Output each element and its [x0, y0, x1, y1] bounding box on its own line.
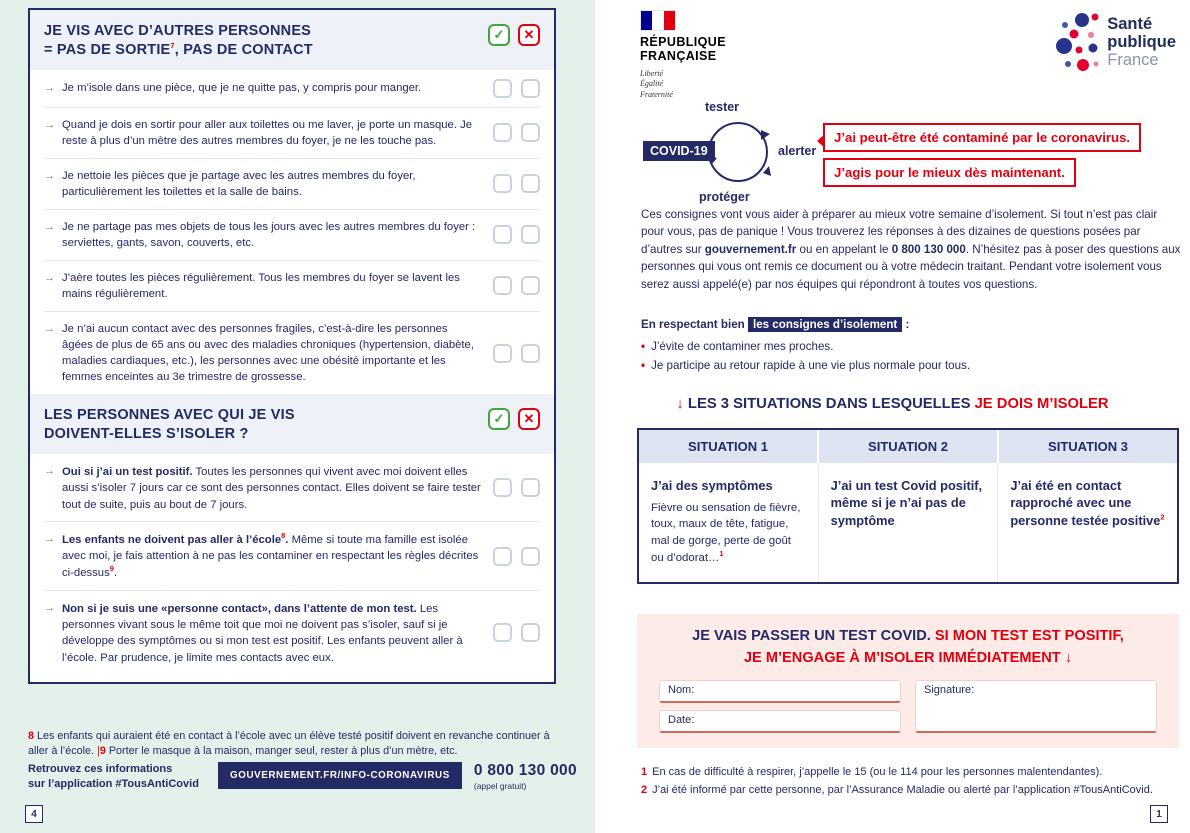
situations-table	[637, 428, 1179, 584]
checkbox-oui[interactable]	[493, 547, 512, 566]
yes-no-legend	[488, 22, 540, 46]
rf-motto: Liberté Égalité Fraternité	[640, 68, 673, 100]
footnotes	[28, 729, 562, 760]
section2-title-line2: DOIVENT-ELLES S’ISOLER ?	[44, 425, 249, 442]
item-text: Je n’ai aucun contact avec des personnes fragiles, c’est-à-dire les personnes âgées de plus de 65 ans ou avec des maladies chroniques (hypertension, diabète, maladies cardiaques, etc.), les personnes avec une obésité importante et les femmes enceintes au 3e trimestre de grossesse.	[62, 322, 474, 384]
commitment-box	[637, 614, 1179, 748]
section2-heading	[30, 394, 554, 454]
list-item	[44, 209, 540, 260]
phone-number: 0 800 130 000	[473, 762, 577, 779]
section2-title	[44, 406, 295, 444]
situation-2-header: SITUATION 2	[817, 430, 997, 463]
item-text: Les enfants ne doivent pas aller à l’école$^8$. Même si toute ma famille est isolée avec moi, je fais attention à ne pas les contaminer en respectant les règles décrites ci-dessus$^9$.	[62, 531, 479, 579]
situations-title: ↓ LES 3 SITUATIONS DANS LESQUELLES JE DOIS M’ISOLER	[676, 396, 1109, 412]
gouvernement-link-button[interactable]: GOUVERNEMENT.FR/INFO-CORONAVIRUS	[218, 762, 462, 789]
bullet-item: • J’évite de contaminer mes proches.	[641, 338, 1181, 357]
x-icon	[518, 408, 540, 430]
footnote-1: 1 En cas de difficulté à respirer, j’appelle le 15 (ou le 114 pour les personnes malentendantes).	[641, 766, 1103, 778]
checkbox-non[interactable]	[521, 344, 540, 363]
situation-1-cell	[639, 465, 818, 582]
alert-statements	[823, 123, 1141, 187]
section1-title-line1: JE VIS AVEC D’AUTRES PERSONNES	[44, 23, 312, 39]
item-text: Quand je dois en sortir pour aller aux toilettes ou me laver, je porte un masque. Je reste à plus d’un mètre des autres membres du foyer, je ne les touche pas.	[62, 118, 473, 147]
date-field[interactable]	[659, 710, 901, 733]
page-number: 1	[1150, 805, 1168, 823]
footnote-9-number: 9	[99, 745, 106, 758]
cycle-label-tester: tester	[705, 100, 740, 114]
section1-title-line2: = PAS DE SORTIE	[44, 41, 171, 58]
item-text: J’aère toutes les pièces régulièrement. Tous les membres du foyer se lavent les mains régulièrement.	[62, 271, 460, 300]
situations-table-body	[639, 463, 1177, 582]
spf-dots-icon	[1055, 12, 1099, 74]
list-item	[44, 70, 540, 107]
situation-3-cell	[997, 465, 1177, 582]
cycle-label-proteger: protéger	[699, 190, 750, 204]
checkbox-non[interactable]	[521, 225, 540, 244]
arrow-icon	[44, 219, 55, 236]
consignes-block	[641, 318, 1181, 375]
section1-heading	[30, 10, 554, 70]
checkbox-non[interactable]	[521, 123, 540, 142]
covid-cycle-diagram	[643, 100, 828, 208]
item-text: Non si je suis une «personne contact», dans l’attente de mon test. Les personnes vivant sous le même toit que moi ne doivent pas s’isoler, sauf si je développe des symptômes ou si mon test est positif. Les enfants peuvent aller à l’école. Par prudence, je limite mes contacts avec eux.	[62, 602, 463, 664]
situation-1-header: SITUATION 1	[688, 439, 768, 454]
situation-1-title: J’ai des symptômes	[651, 478, 773, 493]
situation-2-cell	[818, 465, 998, 582]
footnote-9-text: Porter le masque à la maison, manger seul, rester à plus d’un mètre, etc.	[105, 745, 458, 758]
section2-items	[30, 454, 554, 675]
arrow-icon	[44, 168, 55, 185]
signature-field[interactable]	[915, 680, 1157, 733]
sante-publique-france-logo	[1055, 12, 1176, 74]
checkbox-non[interactable]	[521, 623, 540, 642]
checkbox-non[interactable]	[521, 276, 540, 295]
footnote-8-text: Les enfants qui auraient été en contact à l’école avec un élève testé positif doivent en revanche continuer à aller à l’école.	[28, 729, 550, 758]
arrow-icon	[44, 80, 55, 97]
date-label: Date:	[668, 713, 695, 726]
checkbox-non[interactable]	[521, 79, 540, 98]
list-item	[44, 311, 540, 394]
footnote-ref-7: 7	[170, 41, 175, 51]
checkbox-non[interactable]	[521, 478, 540, 497]
arrow-icon	[44, 270, 55, 287]
spf-logo-text: Santé publique France	[1107, 15, 1176, 69]
situation-3-header: SITUATION 3	[997, 430, 1177, 463]
item-text: Je ne partage pas mes objets de tous les jours avec les autres membres du foyer : serviettes, gants, savon, couverts, etc.	[62, 220, 476, 249]
footnotes	[641, 763, 1181, 799]
checkbox-oui[interactable]	[493, 276, 512, 295]
cycle-label-alerter: alerter	[778, 144, 817, 158]
page-footer	[28, 762, 578, 792]
checkbox-non[interactable]	[521, 547, 540, 566]
arrow-icon	[44, 600, 55, 617]
footnote-2: 2 J’ai été informé par cette personne, par l’Assurance Maladie ou alerté par l’application #TousAntiCovid.	[641, 784, 1153, 797]
phone-block	[474, 762, 577, 791]
isolation-rules-card	[28, 8, 556, 684]
list-item	[44, 158, 540, 209]
alert-line-1: J’ai peut-être été contaminé par le coronavirus.	[823, 123, 1141, 152]
consignes-highlight: les consignes d’isolement	[748, 317, 902, 332]
check-icon	[488, 24, 510, 46]
situation-1-text: Fièvre ou sensation de fièvre, toux, maux de tête, fatigue, mal de gorge, perte de goût ou d’odorat…$^1$	[651, 502, 801, 564]
yes-no-legend	[488, 406, 540, 430]
arrow-icon	[44, 463, 55, 480]
alert-line-2: J’agis pour le mieux dès maintenant.	[823, 158, 1076, 187]
item-text: Oui si j’ai un test positif. Toutes les personnes qui vivent avec moi doivent elles aussi s’isoler 7 jours car ce sont des personnes contact. Elles doivent se faire tester tout de suite, puis au bout de 7 jours.	[62, 465, 481, 511]
french-flag-icon	[640, 10, 676, 31]
list-item	[44, 521, 540, 590]
list-item	[44, 107, 540, 158]
covid-19-badge: COVID-19	[643, 141, 715, 161]
section1-items	[30, 70, 554, 394]
situation-2-title: J’ai un test Covid positif, même si je n’ai pas de symptôme	[830, 478, 983, 528]
list-item	[44, 454, 540, 522]
page-right	[595, 0, 1190, 833]
down-arrow-icon: ↓	[676, 396, 688, 412]
app-info-text: Retrouvez ces informations sur l’application #TousAntiCovid	[28, 763, 199, 790]
republique-francaise-logo	[640, 10, 726, 101]
arrow-icon	[44, 531, 55, 548]
section1-title	[44, 22, 313, 60]
section1-title-line2-end: , PAS DE CONTACT	[174, 41, 313, 58]
intro-paragraph: Ces consignes vont vous aider à préparer au mieux votre semaine d’isolement. Si tout n’est pas clair pour vous, pas de panique ! Vous trouverez les réponses à des dizaines de questions posées par d’autres sur gouvernement.fr ou en appelant le 0 800 130 000. N’hésitez pas à poser des questions aux personnes qui vous ont remis ce document ou à votre médecin traitant. Pendant votre isolement vous serez aussi appelé(e) par nos équipes qui répondront à toutes vos questions.	[641, 208, 1181, 291]
checkbox-oui[interactable]	[493, 174, 512, 193]
bullet-item: • Je participe au retour rapide à une vie plus normale pour tous.	[641, 357, 1181, 376]
checkbox-oui[interactable]	[493, 623, 512, 642]
nom-field[interactable]	[659, 680, 901, 703]
consignes-lead-line: En respectant bien les consignes d’isolement :	[641, 318, 910, 331]
checkbox-non[interactable]	[521, 174, 540, 193]
footnote-separator: |	[97, 745, 100, 758]
consignes-bullets	[641, 338, 1181, 375]
phone-note: (appel gratuit)	[473, 781, 527, 791]
arrow-icon	[44, 321, 55, 338]
nom-label: Nom:	[668, 683, 695, 696]
checkbox-oui[interactable]	[493, 79, 512, 98]
arrow-icon	[44, 117, 55, 134]
checkbox-oui[interactable]	[493, 344, 512, 363]
list-item	[44, 260, 540, 311]
list-item	[44, 590, 540, 675]
footnote-8-number: 8	[28, 729, 35, 742]
item-text: Je nettoie les pièces que je partage avec les autres membres du foyer, particulièrement les toilettes et la salle de bains.	[62, 169, 416, 198]
check-icon	[488, 408, 510, 430]
signature-label: Signature:	[924, 683, 975, 696]
commitment-title: JE VAIS PASSER UN TEST COVID. SI MON TEST EST POSITIF, JE M’ENGAGE À M’ISOLER IMMÉDIATEMENT ↓	[692, 628, 1124, 666]
situations-table-header	[639, 430, 1177, 463]
x-icon	[518, 24, 540, 46]
checkbox-oui[interactable]	[493, 225, 512, 244]
checkbox-oui[interactable]	[493, 123, 512, 142]
situation-3-title: J’ai été en contact rapproché avec une personne testée positive$^2$	[1010, 478, 1165, 528]
commitment-fields	[653, 680, 1163, 733]
section2-title-line1: LES PERSONNES AVEC QUI JE VIS	[44, 407, 295, 424]
checkbox-oui[interactable]	[493, 478, 512, 497]
item-text: Je m’isole dans une pièce, que je ne quitte pas, y compris pour manger.	[62, 81, 422, 94]
rf-logo-text: RÉPUBLIQUE FRANÇAISE	[640, 35, 726, 63]
page-number: 4	[25, 805, 43, 823]
